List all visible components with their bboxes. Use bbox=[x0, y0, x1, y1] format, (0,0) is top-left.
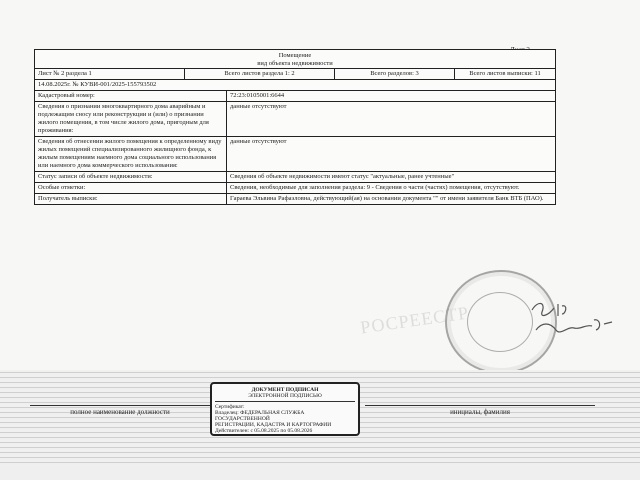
electronic-signature-stamp bbox=[210, 382, 360, 436]
document-table bbox=[34, 49, 556, 205]
title-line1: Помещение bbox=[278, 52, 312, 59]
row-value: Гараева Эльвина Рафаэловна, действующий(ая) на основании документа "" от имени заявителя Банк ВТБ (ПАО). bbox=[230, 195, 544, 202]
title-line2: вид объекта недвижимости bbox=[257, 60, 333, 67]
esig-owner: Владелец: ФЕДЕРАЛЬНАЯ СЛУЖБА ГОСУДАРСТВЕННОЙ bbox=[215, 410, 305, 422]
total-sections-cell: Всего разделов: 3 bbox=[335, 69, 455, 79]
row-label: Сведения об отнесении жилого помещения к определенному виду жилых помещений специализированного жилищного фонда, к жилым помещениям наемного дома социального использования или наемного дома коммерческого использования: bbox=[35, 137, 227, 171]
table-row bbox=[35, 183, 555, 194]
esig-title: ДОКУМЕНТ ПОДПИСАН bbox=[251, 387, 319, 393]
total-sheets-extract-cell: Всего листов выписки: 11 bbox=[469, 70, 541, 77]
watermark: РОСРЕЕСТР bbox=[359, 302, 471, 338]
row-value: данные отсутствуют bbox=[230, 138, 287, 145]
esig-owner2: РЕГИСТРАЦИИ, КАДАСТРА И КАРТОГРАФИИ bbox=[215, 422, 332, 428]
table-row bbox=[35, 194, 555, 204]
esig-certificate: Сертификат: bbox=[215, 404, 245, 410]
table-row bbox=[35, 102, 555, 137]
table-row bbox=[35, 172, 555, 183]
esig-subtitle: ЭЛЕКТРОННОЙ ПОДПИСЬЮ bbox=[248, 393, 322, 399]
handwritten-signature-icon bbox=[528, 296, 618, 344]
cadastral-value: 72:23:0105001:6644 bbox=[230, 92, 285, 99]
row-value: Сведения об объекте недвижимости имеют статус "актуальные, ранее учтенные" bbox=[230, 173, 455, 180]
date-row bbox=[35, 80, 555, 91]
title-cell bbox=[35, 50, 555, 68]
table-row bbox=[35, 137, 555, 172]
row-value: данные отсутствуют bbox=[230, 103, 287, 110]
row-value: Сведения, необходимые для заполнения раздела: 9 - Сведения о части (частях) помещения, отсутствуют. bbox=[230, 184, 520, 191]
row-label: Получатель выписки: bbox=[35, 194, 227, 204]
row-label: Особые отметки: bbox=[35, 183, 227, 193]
sheet-section-cell: Лист № 2 раздела 1 bbox=[35, 69, 185, 79]
cadastral-label: Кадастровый номер: bbox=[35, 91, 227, 101]
info-row bbox=[35, 69, 555, 80]
esig-valid: Действителен: с 05.08.2025 по 05.08.2026 bbox=[215, 428, 313, 434]
initials-label: инициалы, фамилия bbox=[365, 405, 595, 416]
seal-inner-ring bbox=[467, 292, 533, 352]
scan-bottom-bar bbox=[0, 466, 640, 480]
row-label: Статус записи об объекте недвижимости: bbox=[35, 172, 227, 182]
date-number: 14.08.2025г. № КУВИ-001/2025-155793502 bbox=[38, 81, 157, 88]
row-label: Сведения о признании многоквартирного дома аварийным и подлежащим сносу или реконструкции и (или) о признании жилого помещения, в том числе жилого дома, пригодным для проживания: bbox=[35, 102, 227, 136]
title-row bbox=[35, 50, 555, 69]
esig-divider bbox=[215, 401, 355, 402]
cadastral-row bbox=[35, 91, 555, 102]
position-label: полное наименование должности bbox=[30, 405, 210, 416]
total-sheets-section-cell: Всего листов раздела 1: 2 bbox=[185, 69, 335, 79]
